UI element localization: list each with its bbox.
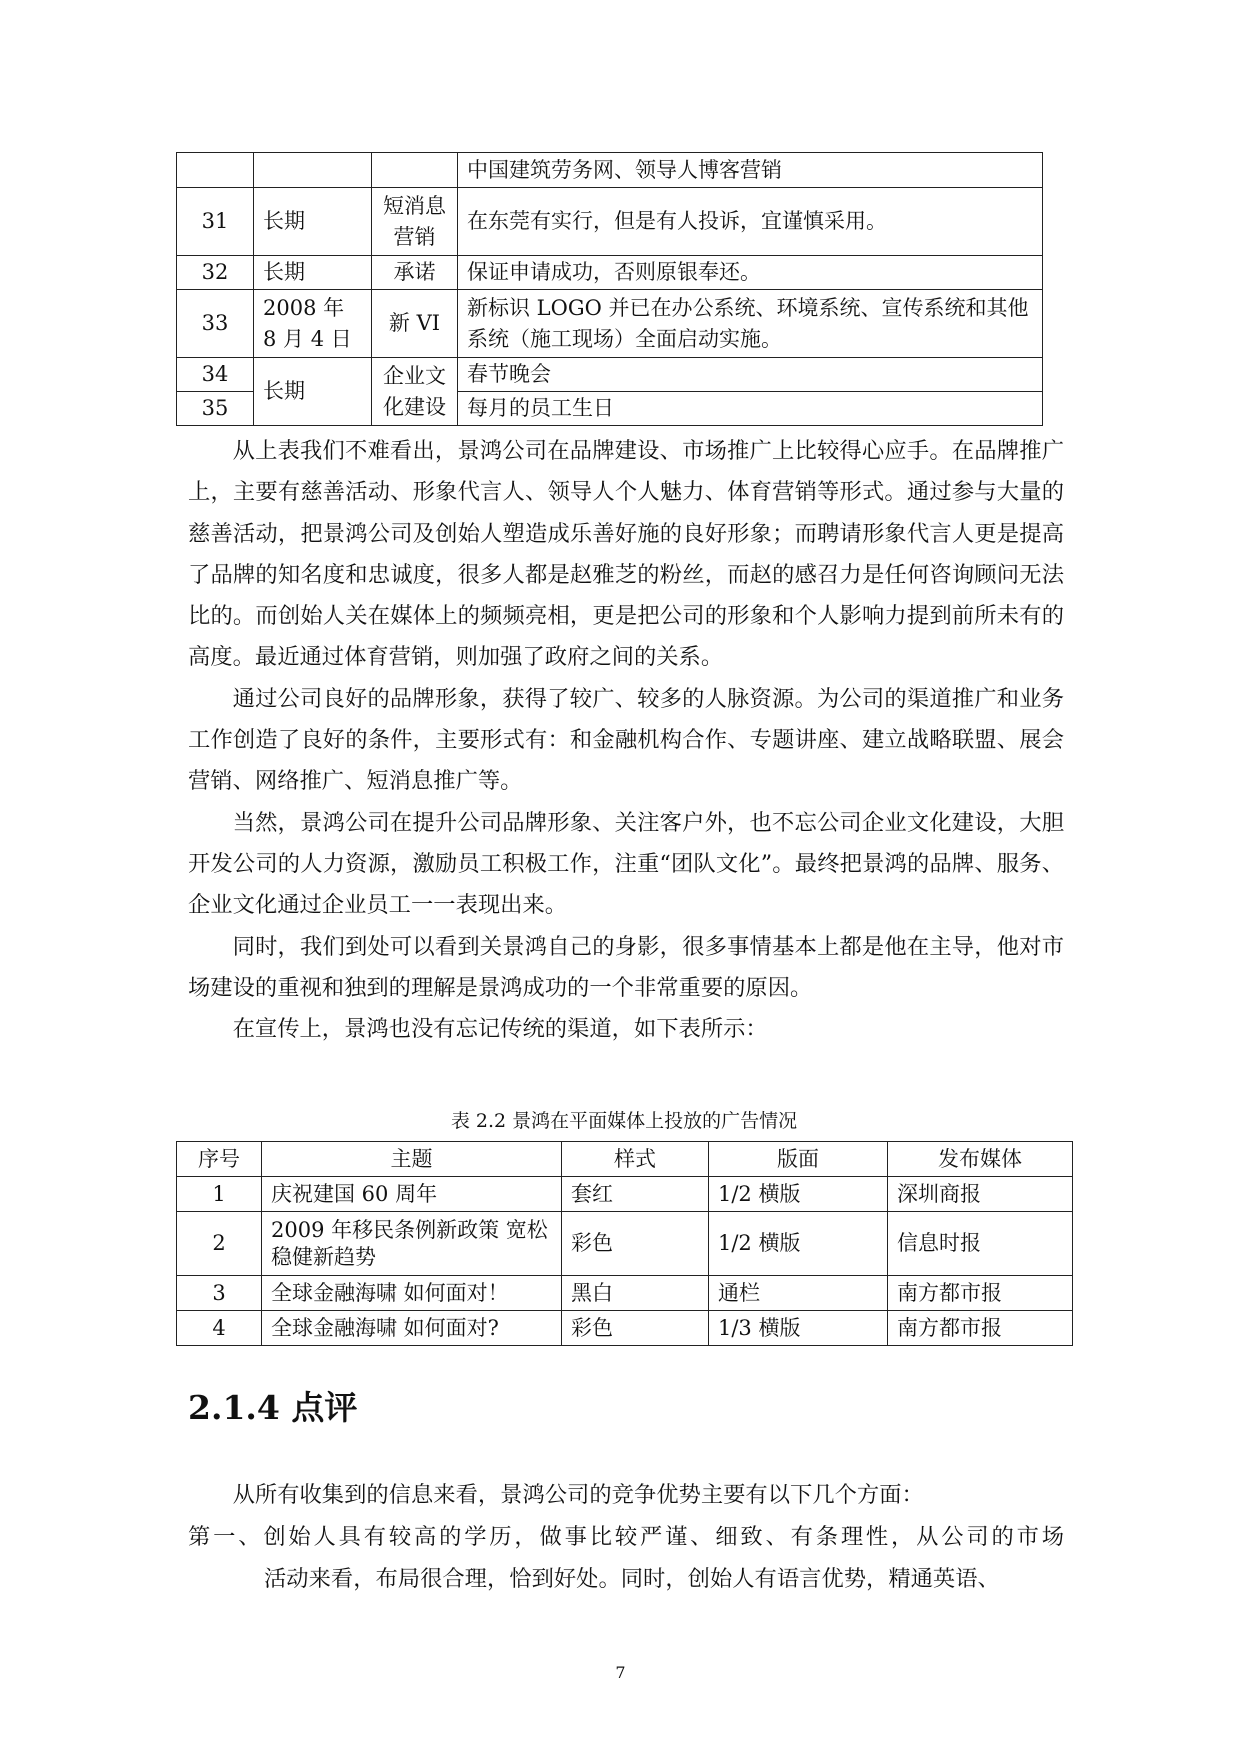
- table-header-cell: 主题: [262, 1142, 562, 1177]
- list-item-continuation: 活动来看，布局很合理，恰到好处。同时，创始人有语言优势，精通英语、: [264, 1566, 1000, 1592]
- table-cell-num: 35: [177, 392, 254, 426]
- table-cell-method: [372, 153, 458, 188]
- list-item-first-line: 第一、创始人具有较高的学历，做事比较严谨、细致、有条理性，从公司的市场: [188, 1524, 1064, 1550]
- table-cell: 全球金融海啸 如何面对！: [262, 1276, 562, 1311]
- table-cell: 全球金融海啸 如何面对?: [262, 1311, 562, 1346]
- table-cell: 2: [177, 1212, 262, 1276]
- table-cell-desc: 保证申请成功，否则原银奉还。: [458, 256, 1043, 290]
- table-cell: 庆祝建国 60 周年: [262, 1177, 562, 1212]
- table-cell: 1/3 横版: [709, 1311, 888, 1346]
- table-cell: 彩色: [562, 1311, 709, 1346]
- table-cell-time: 长期: [254, 358, 372, 426]
- table-cell: 南方都市报: [888, 1311, 1073, 1346]
- table-cell: 信息时报: [888, 1212, 1073, 1276]
- table-cell-num: [177, 153, 254, 188]
- paragraph: 从上表我们不难看出，景鸿公司在品牌建设、市场推广上比较得心应手。在品牌推广上，主要有慈善活动、形象代言人、领导人个人魅力、体育营销等形式。通过参与大量的慈善活动，把景鸿公司及创始人塑造成乐善好施的良好形象；而聘请形象代言人更是提高了品牌的知名度和忠诚度，很多人都是赵雅芝的粉丝，而赵的感召力是任何咨询顾问无法比的。而创始人关在媒体上的频频亮相，更是把公司的形象和个人影响力提到前所未有的高度。最近通过体育营销，则加强了政府之间的关系。: [188, 438, 1064, 671]
- table-row: [177, 1276, 1073, 1311]
- table-row: [177, 290, 1043, 358]
- table-header-row: [177, 1142, 1073, 1177]
- table-cell: 1/2 横版: [709, 1177, 888, 1212]
- table-header-cell: 发布媒体: [888, 1142, 1073, 1177]
- table-cell: 1/2 横版: [709, 1212, 888, 1276]
- table-cell-desc: 春节晚会: [458, 358, 1043, 392]
- table-cell-method: 承诺: [372, 256, 458, 290]
- table-cell: 3: [177, 1276, 262, 1311]
- table-cell: 通栏: [709, 1276, 888, 1311]
- table-cell-desc: 中国建筑劳务网、领导人博客营销: [458, 153, 1043, 188]
- table-row: [177, 256, 1043, 290]
- marketing-methods-table: [176, 152, 1043, 426]
- table-cell-desc: 在东莞有实行，但是有人投诉，宜谨慎采用。: [458, 188, 1043, 256]
- page-number: 7: [615, 1663, 626, 1682]
- table-cell: 套红: [562, 1177, 709, 1212]
- paragraph: 在宣传上，景鸿也没有忘记传统的渠道，如下表所示：: [232, 1016, 768, 1043]
- paragraph: 当然，景鸿公司在提升公司品牌形象、关注客户外，也不忘公司企业文化建设，大胆开发公司的人力资源，激励员工积极工作，注重“团队文化”。最终把景鸿的品牌、服务、企业文化通过企业员工一一表现出来。: [188, 809, 1064, 919]
- table-cell-method: 新 VI: [372, 290, 458, 358]
- table-row: [177, 1177, 1073, 1212]
- table-header-cell: 版面: [709, 1142, 888, 1177]
- table-row: [177, 358, 1043, 392]
- table-cell-time: 长期: [254, 256, 372, 290]
- table-row: [177, 188, 1043, 256]
- table-cell-num: 33: [177, 290, 254, 358]
- body-text: [188, 431, 1064, 1050]
- table-cell-num: 31: [177, 188, 254, 256]
- table-caption: 表 2.2 景鸿在平面媒体上投放的广告情况: [450, 1110, 798, 1132]
- table-cell-method: 企业文化建设: [372, 358, 458, 426]
- list-item: [188, 1516, 1064, 1600]
- table-row: [177, 153, 1043, 188]
- table-row: [177, 1311, 1073, 1346]
- paragraph: 同时，我们到处可以看到关景鸿自己的身影，很多事情基本上都是他在主导，他对市场建设的重视和独到的理解是景鸿成功的一个非常重要的原因。: [188, 933, 1064, 1001]
- table-cell-time: 长期: [254, 188, 372, 256]
- table-row: [177, 1212, 1073, 1276]
- table-header-cell: 样式: [562, 1142, 709, 1177]
- table-cell: 南方都市报: [888, 1276, 1073, 1311]
- table-cell: 2009 年移民条例新政策 宽松稳健新趋势: [262, 1212, 562, 1276]
- table-cell-desc: 每月的员工生日: [458, 392, 1043, 426]
- table-cell-time: 2008 年 8 月 4 日: [254, 290, 372, 358]
- table-cell: 彩色: [562, 1212, 709, 1276]
- table-cell: 黑白: [562, 1276, 709, 1311]
- table-cell-desc: 新标识 LOGO 并已在办公系统、环境系统、宣传系统和其他系统（施工现场）全面启动实施。: [458, 290, 1043, 358]
- table-header-cell: 序号: [177, 1142, 262, 1177]
- table-cell-num: 34: [177, 358, 254, 392]
- table-cell: 深圳商报: [888, 1177, 1073, 1212]
- paragraph: 通过公司良好的品牌形象，获得了较广、较多的人脉资源。为公司的渠道推广和业务工作创造了良好的条件，主要形式有：和金融机构合作、专题讲座、建立战略联盟、展会营销、网络推广、短消息推广等。: [188, 685, 1064, 795]
- section-intro: 从所有收集到的信息来看，景鸿公司的竞争优势主要有以下几个方面：: [232, 1482, 924, 1508]
- table-cell-num: 32: [177, 256, 254, 290]
- table-cell-time: [254, 153, 372, 188]
- table-cell-method: 短消息营销: [372, 188, 458, 256]
- table-cell: 4: [177, 1311, 262, 1346]
- table-cell: 1: [177, 1177, 262, 1212]
- section-heading: 2.1.4 点评: [188, 1388, 358, 1427]
- print-ads-table: [176, 1141, 1073, 1346]
